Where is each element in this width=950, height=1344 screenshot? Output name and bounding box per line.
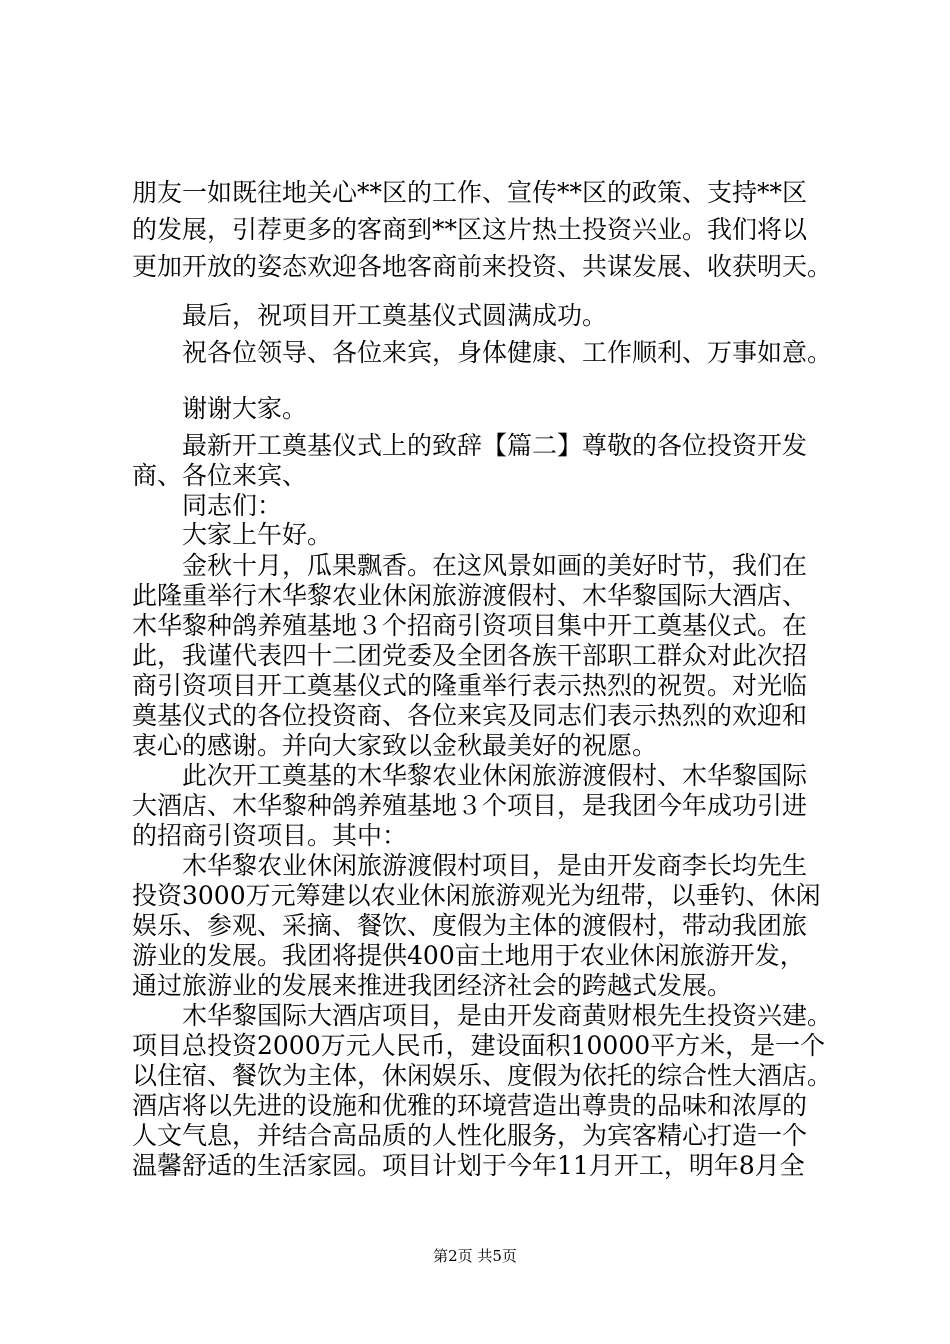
text-line: 此隆重举行木华黎农业休闲旅游渡假村、木华黎国际大酒店、 <box>132 581 808 610</box>
text-line: 人文气息，并结合高品质的人性化服务，为宾客精心打造一个 <box>132 1121 808 1150</box>
text-line: 温馨舒适的生活家园。项目计划于今年11月开工，明年8月全 <box>132 1151 805 1180</box>
text-line: 通过旅游业的发展来推进我团经济社会的跨越式发展。 <box>132 971 733 1000</box>
text-line: 投资3000万元筹建以农业休闲旅游观光为纽带，以垂钓、休闲 <box>132 881 821 910</box>
text-line: 此次开工奠基的木华黎农业休闲旅游渡假村、木华黎国际 <box>182 761 808 790</box>
text-line: 金秋十月，瓜果飘香。在这风景如画的美好时节，我们在 <box>182 551 808 580</box>
text-line: 更加开放的姿态欢迎各地客商前来投资、共谋发展、收获明天。 <box>132 252 833 281</box>
text-line: 游业的发展。我团将提供400亩土地用于农业休闲旅游开发， <box>132 941 805 970</box>
page-number-footer: 第2页 共5页 <box>433 1247 517 1265</box>
text-line: 木华黎农业休闲旅游渡假村项目，是由开发商李长均先生 <box>182 851 808 880</box>
text-line: 祝各位领导、各位来宾，身体健康、工作顺利、万事如意。 <box>182 338 833 367</box>
text-line: 最新开工奠基仪式上的致辞【篇二】尊敬的各位投资开发 <box>182 431 808 460</box>
text-line: 奠基仪式的各位投资商、各位来宾及同志们表示热烈的欢迎和 <box>132 701 808 730</box>
text-line: 朋友一如既往地关心**区的工作、宣传**区的政策、支持**区 <box>132 178 808 207</box>
text-line: 的招商引资项目。其中： <box>132 821 408 850</box>
text-line: 娱乐、参观、采摘、餐饮、度假为主体的渡假村，带动我团旅 <box>132 911 808 940</box>
text-line: 谢谢大家。 <box>182 394 308 423</box>
text-line: 项目总投资2000万元人民币，建设面积10000平方米，是一个 <box>132 1031 826 1060</box>
text-line: 同志们： <box>182 491 283 520</box>
text-line: 大酒店、木华黎种鸽养殖基地３个项目，是我团今年成功引进 <box>132 791 808 820</box>
text-line: 木华黎种鸽养殖基地３个招商引资项目集中开工奠基仪式。在 <box>132 611 808 640</box>
text-line: 商引资项目开工奠基仪式的隆重举行表示热烈的祝贺。对光临 <box>132 671 808 700</box>
text-line: 的发展，引荐更多的客商到**区这片热土投资兴业。我们将以 <box>132 215 808 244</box>
text-line: 以住宿、餐饮为主体，休闲娱乐、度假为依托的综合性大酒店。 <box>132 1061 833 1090</box>
text-line: 最后，祝项目开工奠基仪式圆满成功。 <box>182 301 608 330</box>
text-line: 衷心的感谢。并向大家致以金秋最美好的祝愿。 <box>132 731 658 760</box>
text-line: 商、各位来宾、 <box>132 461 308 490</box>
text-line: 大家上午好。 <box>182 520 333 549</box>
text-line: 酒店将以先进的设施和优雅的环境营造出尊贵的品味和浓厚的 <box>132 1091 808 1120</box>
text-line: 此，我谨代表四十二团党委及全团各族干部职工群众对此次招 <box>132 641 808 670</box>
text-line: 木华黎国际大酒店项目，是由开发商黄财根先生投资兴建。 <box>182 1001 833 1030</box>
